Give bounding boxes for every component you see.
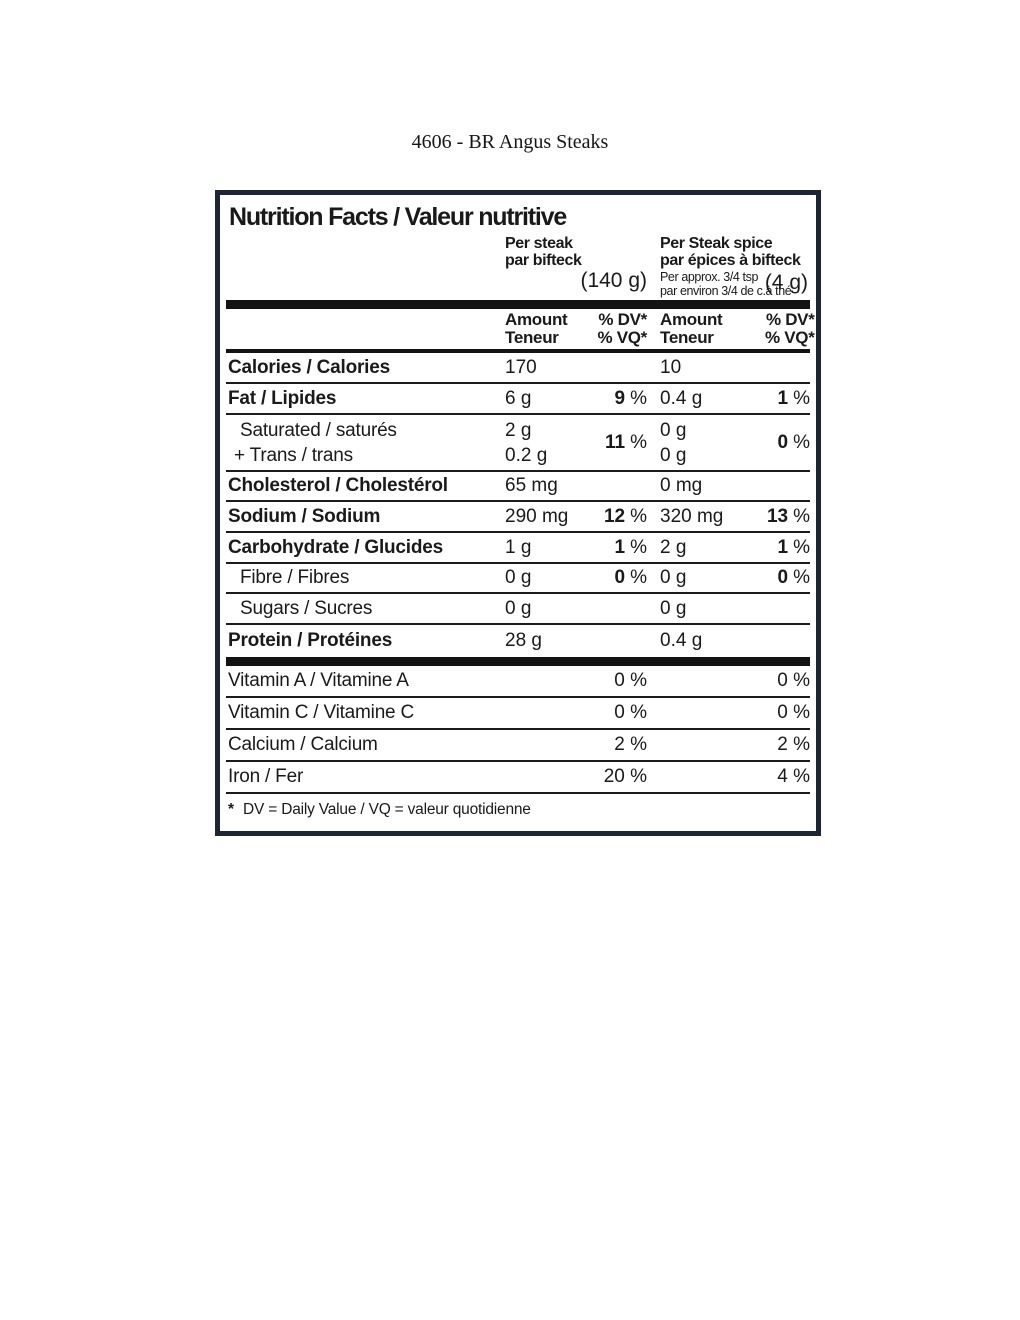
row-vitamin-c: Vitamin C / Vitamine C 0 % 0 %	[226, 698, 810, 730]
row-saturated-trans: Saturated / saturés + Trans / trans 2 g 0.2 g 11 % 0 g 0 g 0 %	[226, 415, 810, 472]
row-iron: Iron / Fer 20 % 4 %	[226, 762, 810, 794]
nutrition-facts-panel	[215, 190, 821, 836]
column-header-amount-2: Amount Teneur	[660, 310, 723, 347]
divider-thick-bottom	[226, 657, 810, 666]
fibre-dv-1: 0 %	[614, 567, 647, 588]
saturated-dv-2: 0 %	[777, 431, 810, 453]
row-carbohydrate: Carbohydrate / Glucides 1 g 1 % 2 g 1 %	[226, 533, 810, 564]
row-protein: Protein / Protéines 28 g 0.4 g	[228, 630, 703, 651]
row-fat: Fat / Lipides 6 g 9 % 0.4 g 1 %	[226, 384, 810, 415]
footnote-text: DV = Daily Value / VQ = valeur quotidienne	[243, 801, 531, 818]
fat-dv-2: 1 %	[777, 387, 810, 409]
column-header-dv-1: % DV* % VQ*	[597, 310, 647, 347]
serving-col2	[660, 235, 801, 269]
serving-col2-size: (4 g)	[764, 271, 808, 294]
sodium-dv-1: 12 %	[603, 505, 647, 527]
sodium-dv-2: 13 %	[766, 505, 810, 527]
fat-dv-1: 9 %	[614, 387, 647, 409]
row-sugars: Sugars / Sucres 0 g 0 g	[226, 594, 810, 625]
column-header-dv-2: % DV* % VQ*	[765, 310, 815, 347]
serving-col2-en: Per Steak spice	[660, 235, 773, 252]
row-cholesterol: Cholesterol / Cholestérol 65 mg 0 mg	[226, 472, 810, 502]
row-sodium: Sodium / Sodium 290 mg 12 % 320 mg 13 %	[226, 502, 810, 533]
serving-col1-en: Per steak	[505, 235, 573, 252]
divider-thick-top	[226, 300, 810, 309]
serving-col2-fr: par épices à bifteck	[660, 252, 801, 269]
nutrition-facts-title: Nutrition Facts / Valeur nutritive	[229, 203, 567, 231]
nutrition-facts-header	[226, 195, 810, 300]
column-headers	[226, 309, 815, 349]
row-calories: Calories / Calories 170 10	[226, 353, 810, 384]
row-fibre: Fibre / Fibres 0 g 0 % 0 g 0 %	[226, 564, 810, 594]
row-calcium: Calcium / Calcium 2 % 2 %	[226, 730, 810, 762]
carbohydrate-dv-2: 1 %	[777, 536, 810, 558]
row-vitamin-a: Vitamin A / Vitamine A 0 % 0 %	[226, 666, 810, 698]
carbohydrate-dv-1: 1 %	[614, 536, 647, 558]
footnote-asterisk: *	[228, 801, 234, 818]
serving-col1-size: (140 g)	[580, 269, 647, 292]
serving-col1-fr: par bifteck	[505, 252, 582, 269]
column-header-amount-1: Amount Teneur	[505, 310, 568, 347]
serving-col1	[505, 235, 582, 269]
document-title: 4606 - BR Angus Steaks	[411, 131, 609, 153]
saturated-dv-1: 11 %	[605, 431, 647, 453]
fibre-dv-2: 0 %	[777, 567, 810, 588]
daily-value-footnote	[226, 794, 810, 824]
serving-col2-approx-fr: par environ 3/4 de c.à thé	[660, 284, 792, 298]
serving-col2-approx-en: Per approx. 3/4 tsp	[660, 270, 759, 284]
